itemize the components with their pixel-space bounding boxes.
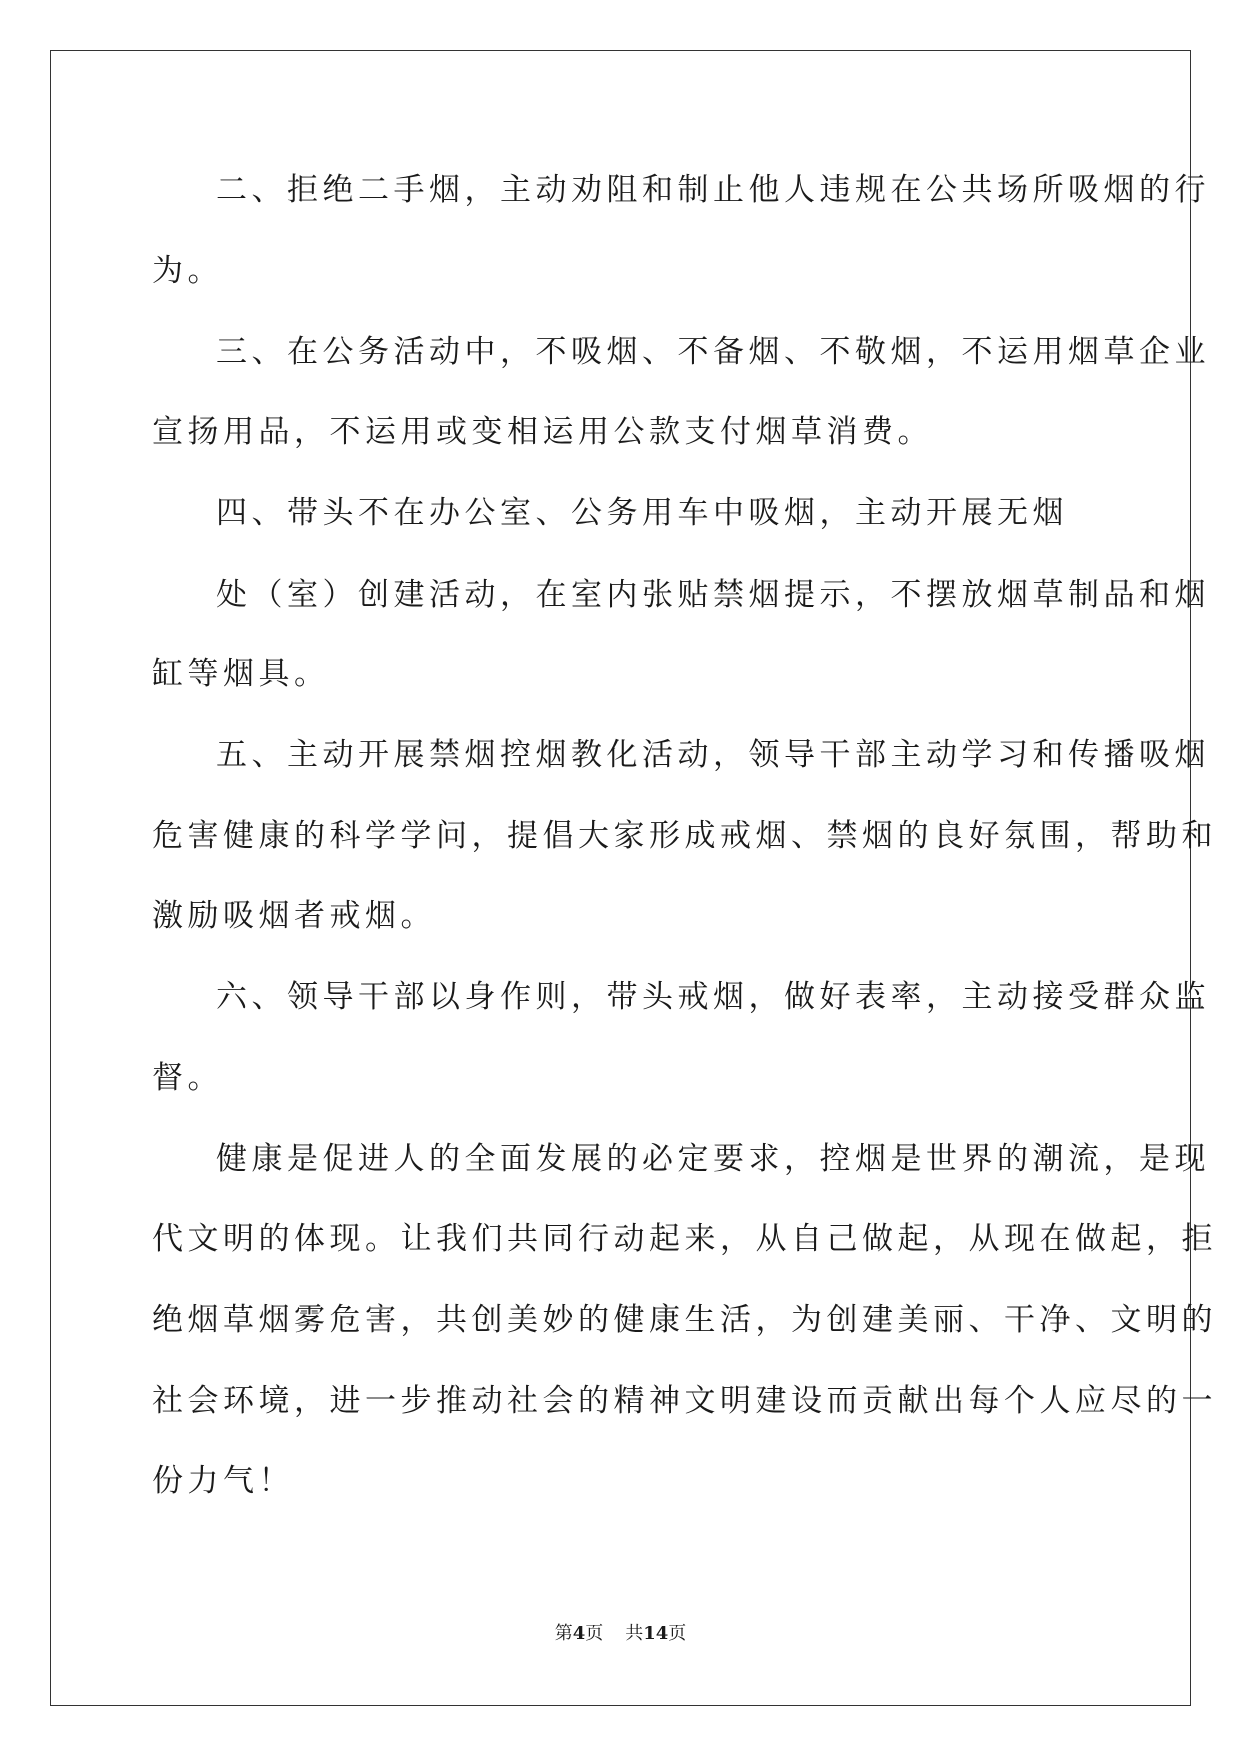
paragraph-line: 宣扬用品，不运用或变相运用公款支付烟草消费。	[152, 414, 933, 450]
paragraph-line: 缸等烟具。	[152, 656, 330, 692]
paragraph-line: 绝烟草烟雾危害，共创美妙的健康生活，为创建美丽、干净、文明的	[152, 1302, 1217, 1338]
paragraph-line: 处（室）创建活动，在室内张贴禁烟提示，不摆放烟草制品和烟	[216, 577, 1210, 613]
page-footer	[0, 1622, 1241, 1646]
page-border	[50, 50, 1191, 1706]
paragraph-line: 激励吸烟者戒烟。	[152, 898, 436, 934]
paragraph-line: 代文明的体现。让我们共同行动起来，从自己做起，从现在做起，拒	[152, 1221, 1217, 1257]
paragraph-line: 为。	[152, 253, 223, 289]
paragraph-line: 督。	[152, 1060, 223, 1096]
paragraph-line: 份力气！	[152, 1463, 294, 1499]
footer-total-pages: 14	[643, 1623, 669, 1644]
footer-total-prefix: 共	[625, 1623, 644, 1644]
footer-total-suffix: 页	[668, 1623, 687, 1644]
paragraph-line: 三、在公务活动中，不吸烟、不备烟、不敬烟，不运用烟草企业	[216, 334, 1210, 370]
footer-page-suffix: 页	[585, 1623, 604, 1644]
paragraph-line: 五、主动开展禁烟控烟教化活动，领导干部主动学习和传播吸烟	[216, 737, 1210, 773]
footer-page-prefix: 第	[554, 1623, 573, 1644]
paragraph-line: 四、带头不在办公室、公务用车中吸烟，主动开展无烟	[216, 495, 1068, 531]
paragraph-line: 二、拒绝二手烟，主动劝阻和制止他人违规在公共场所吸烟的行	[216, 172, 1210, 208]
paragraph-line: 社会环境，进一步推动社会的精神文明建设而贡献出每个人应尽的一	[152, 1383, 1217, 1419]
paragraph-line: 危害健康的科学学问，提倡大家形成戒烟、禁烟的良好氛围，帮助和	[152, 818, 1217, 854]
footer-page-number: 4	[572, 1623, 586, 1644]
paragraph-line: 健康是促进人的全面发展的必定要求，控烟是世界的潮流，是现	[216, 1141, 1210, 1177]
paragraph-line: 六、领导干部以身作则，带头戒烟，做好表率，主动接受群众监	[216, 979, 1210, 1015]
